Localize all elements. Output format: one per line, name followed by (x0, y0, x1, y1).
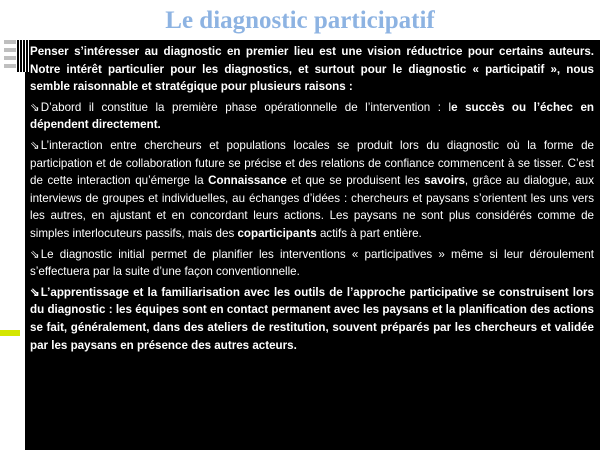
bullet-4-text: L’apprentissage et la familiarisation avec les outils de l’approche participative se construisent lors du diagnostic : les équipes sont en contact permanent avec les paysans et la planification des actions se fait, généralement, dans des ateliers de restitution, souvent préparés par les chercheurs et validée par les paysans en présence des autres acteurs. (30, 285, 594, 352)
bullet-2-emphasis-coparticipants: coparticipants (237, 226, 317, 240)
bullet-3-text: Le diagnostic initial permet de planifier les interventions « participatives » même si leur déroulement s’effectuera par la suite d’une façon conventionnelle. (30, 247, 594, 279)
bullet-paragraph-3 (30, 246, 594, 281)
slide-title: Le diagnostic participatif (165, 7, 435, 34)
bullet-1-text: D’abord il constitue la première phase opérationnelle de l’intervention : l (40, 100, 452, 114)
bullet-paragraph-4 (30, 284, 594, 354)
decorative-accent (0, 330, 20, 336)
bullet-arrow-icon: ⇘ (30, 285, 40, 299)
decorative-stripes (16, 40, 30, 72)
bullet-2-text-d: actifs à part entière. (316, 226, 422, 240)
bullet-2-text-a: L’interaction entre chercheurs et populations locales se produit lors du diagnostic où la forme de participation et de collaboration future se précise et des relations de confiance commencent à se tisser. C’est de cette interaction qu’émerge la (30, 138, 594, 188)
bullet-arrow-icon: ⇘ (30, 100, 40, 114)
bullet-2-emphasis-savoirs: savoirs (424, 174, 465, 188)
bullet-arrow-icon: ⇘ (30, 138, 40, 152)
intro-paragraph: Penser s’intéresser au diagnostic en premier lieu est une vision réductrice pour certains auteurs. Notre intérêt particulier pour les diagnostics, et surtout pour le diagnostic « participatif », nous semble raisonnable et stratégique pour plusieurs raisons : (30, 45, 594, 94)
bullet-1-emphasis: e succès ou l’échec en dépendent directement. (30, 100, 594, 132)
slide-body (30, 43, 594, 357)
bullet-paragraph-2 (30, 137, 594, 243)
bullet-2-text-c: , grâce au dialogue, aux interviews de groupes et individuelles, au échanges d’idées : chercheurs et paysans s’orientent les uns vers les autres, en ajustant et en concordant leurs actions. Les paysans ne sont plus considérés comme de simples interlocuteurs passifs, mais des (30, 174, 595, 240)
bullet-arrow-icon: ⇘ (30, 247, 40, 261)
bullet-paragraph-1 (30, 99, 594, 134)
bullet-2-text-b: et que se produisent les (286, 174, 425, 188)
bullet-2-emphasis-connaissance: Connaissance (208, 174, 287, 188)
